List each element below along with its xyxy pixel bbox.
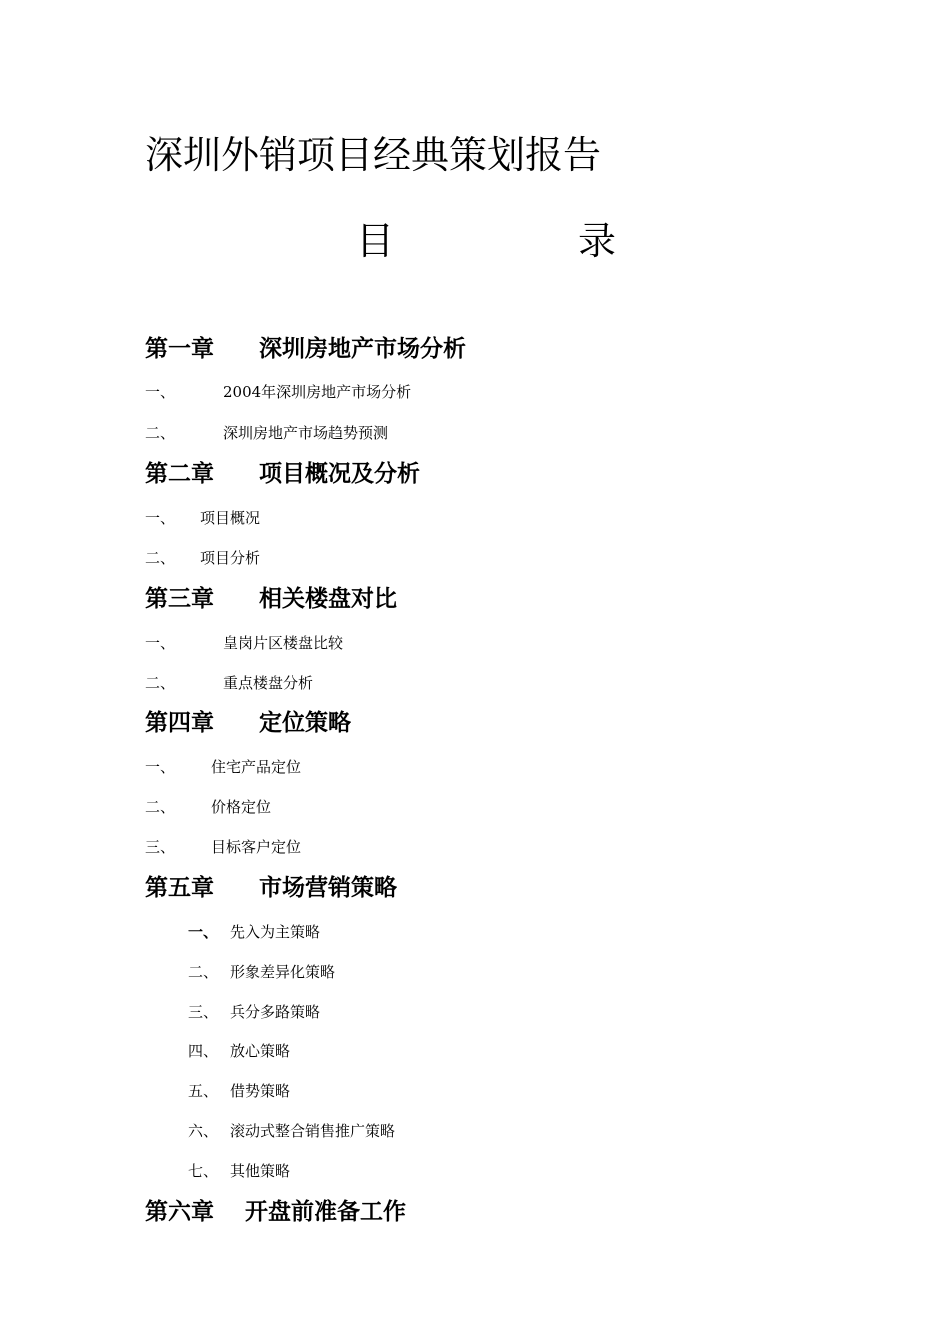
item-label: 滚动式整合销售推广策略 (230, 1122, 396, 1140)
item-label: 目标客户定位 (211, 838, 302, 856)
item-label: 皇岗片区楼盘比较 (223, 634, 344, 652)
chapter-title: 深圳房地产市场分析 (259, 335, 466, 362)
item-number: 四、 (188, 1042, 219, 1060)
item-label: 深圳房地产市场趋势预测 (223, 424, 389, 442)
item-number: 三、 (145, 838, 176, 856)
item-number: 二、 (145, 424, 176, 442)
item-label: 其他策略 (230, 1162, 291, 1180)
chapter-title: 开盘前准备工作 (245, 1198, 406, 1225)
chapter-number: 第三章 (145, 585, 214, 612)
item-label: 放心策略 (230, 1042, 291, 1060)
item-label: 兵分多路策略 (230, 1003, 321, 1021)
item-label: 价格定位 (211, 798, 272, 816)
item-label: 住宅产品定位 (211, 758, 302, 776)
item-label: 借势策略 (230, 1082, 291, 1100)
item-label: 项目分析 (200, 549, 261, 567)
item-number: 二、 (188, 963, 219, 981)
chapter-title: 项目概况及分析 (259, 460, 420, 487)
chapter-number: 第一章 (145, 335, 214, 362)
chapter-number: 第五章 (145, 874, 214, 901)
item-number: 一、 (145, 758, 176, 776)
toc-heading-char-2: 录 (578, 219, 617, 263)
item-number: 三、 (188, 1003, 219, 1021)
item-number: 一、 (145, 509, 176, 527)
chapter-number: 第二章 (145, 460, 214, 487)
item-number: 一、 (145, 634, 176, 652)
chapter-number: 第四章 (145, 709, 214, 736)
item-number: 七、 (188, 1162, 219, 1180)
item-number: 一、 (145, 383, 176, 401)
chapter-title: 定位策略 (259, 709, 351, 736)
document-title: 深圳外销项目经典策划报告 (145, 133, 602, 177)
chapter-title: 相关楼盘对比 (259, 585, 397, 612)
item-number: 六、 (188, 1122, 219, 1140)
chapter-title: 市场营销策略 (259, 874, 397, 901)
item-number: 二、 (145, 674, 176, 692)
item-number: 二、 (145, 549, 176, 567)
item-label: 先入为主策略 (230, 923, 321, 941)
item-label: 2004年深圳房地产市场分析 (223, 383, 412, 401)
item-number: 五、 (188, 1082, 219, 1100)
item-label: 项目概况 (200, 509, 261, 527)
toc-heading-char-1: 目 (356, 219, 395, 263)
chapter-number: 第六章 (145, 1198, 214, 1225)
item-label: 重点楼盘分析 (223, 674, 314, 692)
item-number: 二、 (145, 798, 176, 816)
item-label: 形象差异化策略 (230, 963, 336, 981)
item-number: 一、 (188, 923, 219, 941)
